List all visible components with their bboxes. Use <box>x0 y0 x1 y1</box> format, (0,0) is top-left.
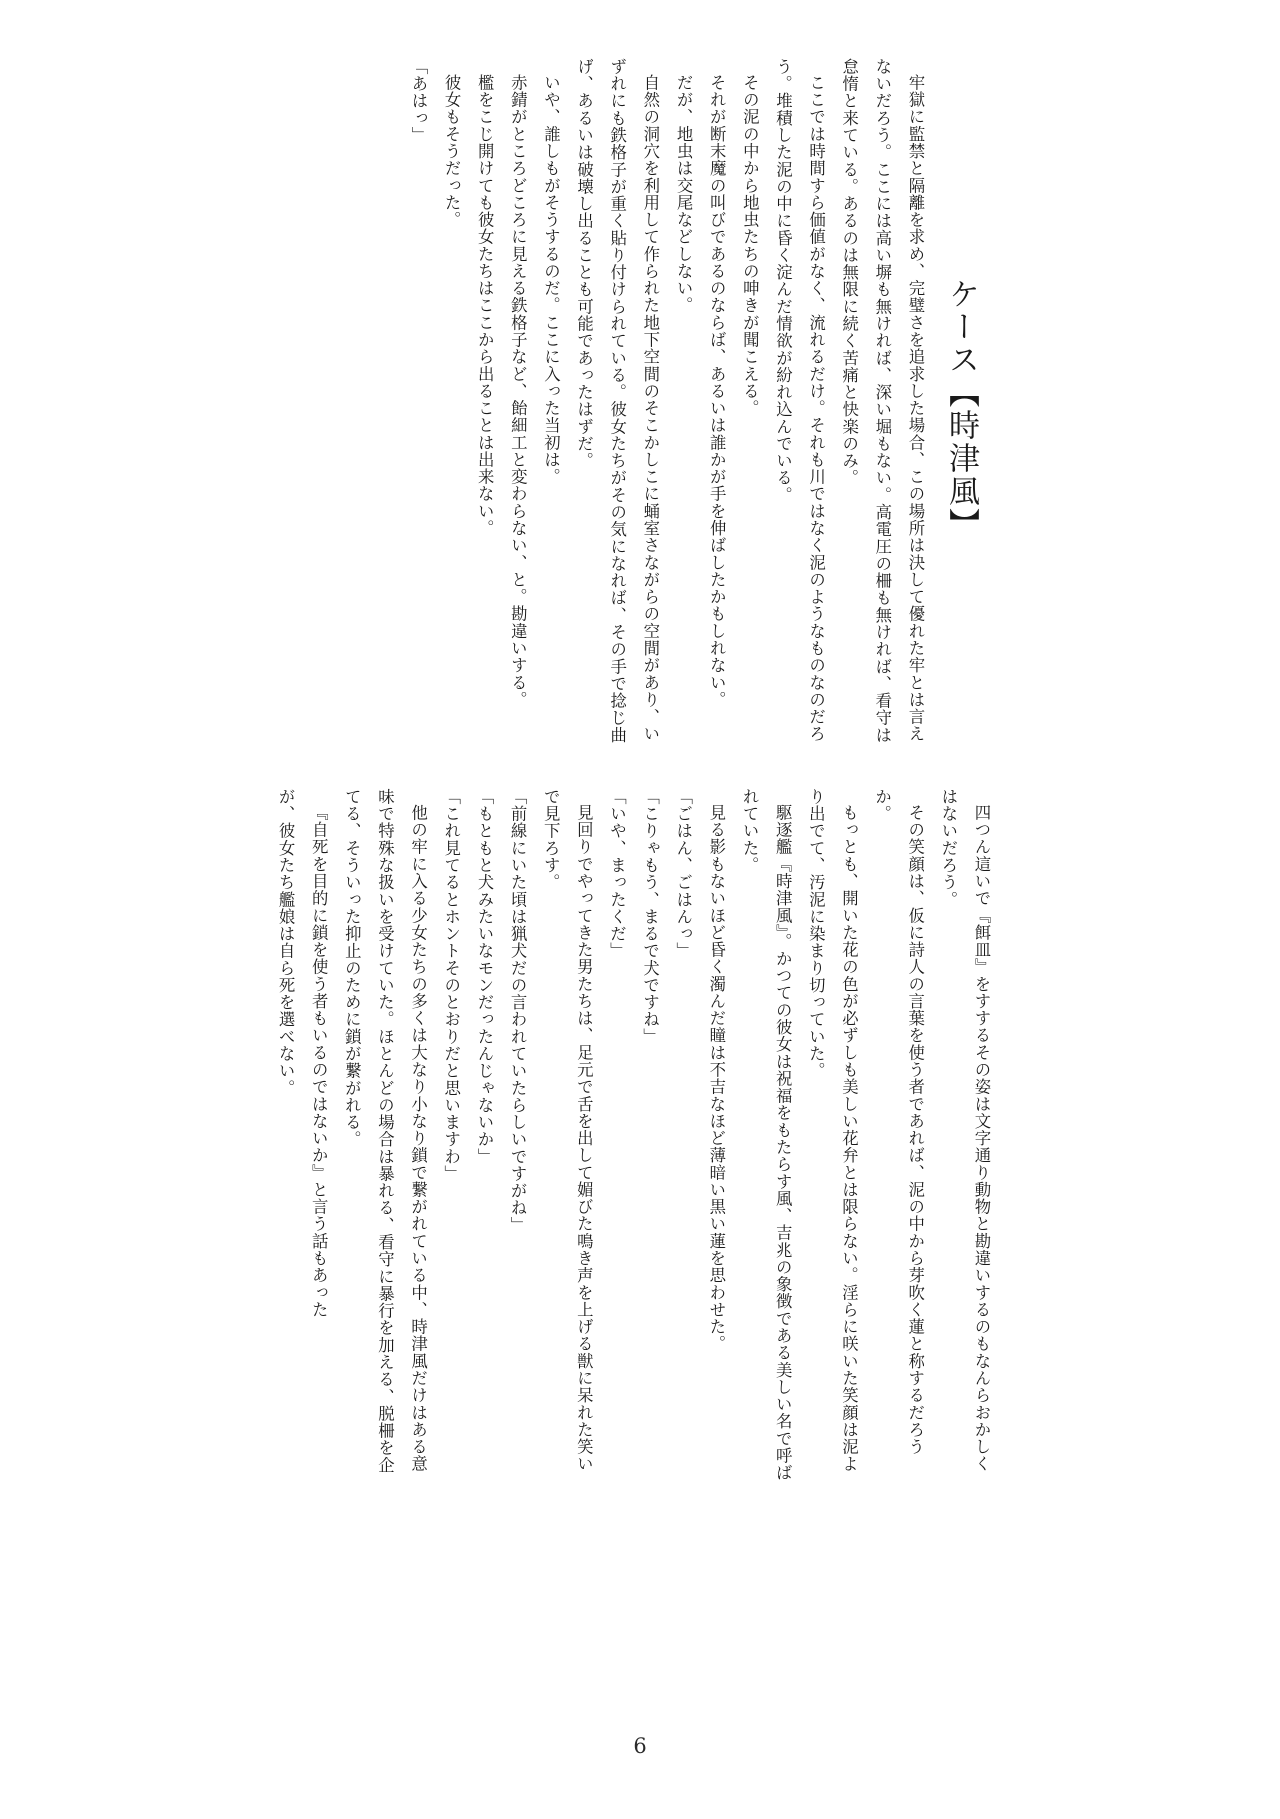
dialog-line: 「こりゃもう、まるで犬ですね」 <box>640 788 660 1046</box>
paragraph: 彼女もそうだった。 <box>442 74 462 229</box>
dialog-line: 「あはっ」 <box>408 58 428 144</box>
paragraph: 自然の洞穴を利用して作られた地下空間のそこかしこに蛹室さながらの空間があり、いずれにも鉄格子が重く貼り付けられている。彼女たちがその気になれば、その手で捻じ曲げ、あるいは破壊し出ることも可能であったはずだ。 <box>574 58 660 744</box>
page-number: 6 <box>633 1734 647 1758</box>
paragraph: 『自死を目的に鎖を使う者もいるのではないか』と言う話もあった <box>309 804 329 1319</box>
body-section-one <box>132 58 932 758</box>
paragraph: その笑顔は、仮に詩人の言葉を使う者であれば、泥の中から芽吹く蓮と称するだろうか。 <box>872 788 925 1456</box>
paragraph: それが断末魔の叫びであるのならば、あるいは誰かが手を伸ばしたかもしれない。 <box>707 74 727 709</box>
paragraph: が、彼女たち艦娘は自ら死を選べない。 <box>276 788 296 1097</box>
paragraph: 他の牢に入る少女たちの多くは大なり小なり鎖で繋がれている中、時津風だけはある意味で特殊な扱いを受けていた。ほとんどの場合は暴れる、看守に暴行を加える、脱柵を企てる、そういった抑止のために鎖が繋がれる。 <box>342 788 428 1474</box>
paragraph: 牢獄に監禁と隔離を求め、完璧さを追求した場合、この場所は決して優れた牢とは言えないだろう。ここには高い塀も無ければ、深い堀もない。高電圧の柵も無ければ、看守は怠惰と来ている。あるのは無限に続く苦痛と快楽のみ。 <box>839 58 925 744</box>
paragraph: 駆逐艦『時津風』。かつての彼女は祝福をもたらす風、吉兆の象徴である美しい名で呼ばれていた。 <box>740 788 793 1482</box>
paragraph: その泥の中から地虫たちの呻きが聞こえる。 <box>740 74 760 418</box>
paragraph: だが、地虫は交尾などしない。 <box>674 74 694 315</box>
dialog-line: 「前線にいた頃は猟犬だの言われていたらしいですがね」 <box>508 788 528 1234</box>
page-title: ケース【時津風】 <box>943 278 979 541</box>
dialog-line: 「もともと犬みたいなモンだったんじゃないか」 <box>474 788 494 1166</box>
body-section-two <box>118 788 998 1488</box>
paragraph: 見る影もないほど昏く濁んだ瞳は不吉なほど薄暗い黒い蓮を思わせた。 <box>706 804 726 1353</box>
dialog-line: 「ごはん、ごはんっ」 <box>673 788 693 960</box>
paragraph: 四つん這いで『餌皿』をすするその姿は文字通り動物と勘違いするのもなんらおかしくはないだろう。 <box>938 788 991 1473</box>
paragraph: 檻をこじ開けても彼女たちはここから出ることは出来ない。 <box>475 74 495 538</box>
paragraph: もっとも、開いた花の色が必ずしも美しい花弁とは限らない。淫らに咲いた笑顔は泥より出でて、汚泥に染まり切っていた。 <box>806 788 859 1473</box>
paragraph: いや、誰しもがそうするのだ。ここに入った当初は。 <box>541 74 561 486</box>
paragraph: ここでは時間すら価値がなく、流れるだけ。それも川ではなく泥のようなものなのだろう。堆積した泥の中に昏く淀んだ情欲が紛れ込んでいる。 <box>773 58 826 743</box>
dialog-line: 「いや、まったくだ」 <box>607 788 627 960</box>
dialog-line: 「これ見てるとホントそのとおりだと思いますわ」 <box>441 788 461 1183</box>
paragraph: 見回りでやってきた男たちは、足元で舌を出して媚びた鳴き声を上げる獣に呆れた笑いで見下ろす。 <box>541 788 594 1473</box>
paragraph: 赤錆がところどころに見える鉄格子など、飴細工と変わらない、と。勘違いする。 <box>508 74 528 709</box>
